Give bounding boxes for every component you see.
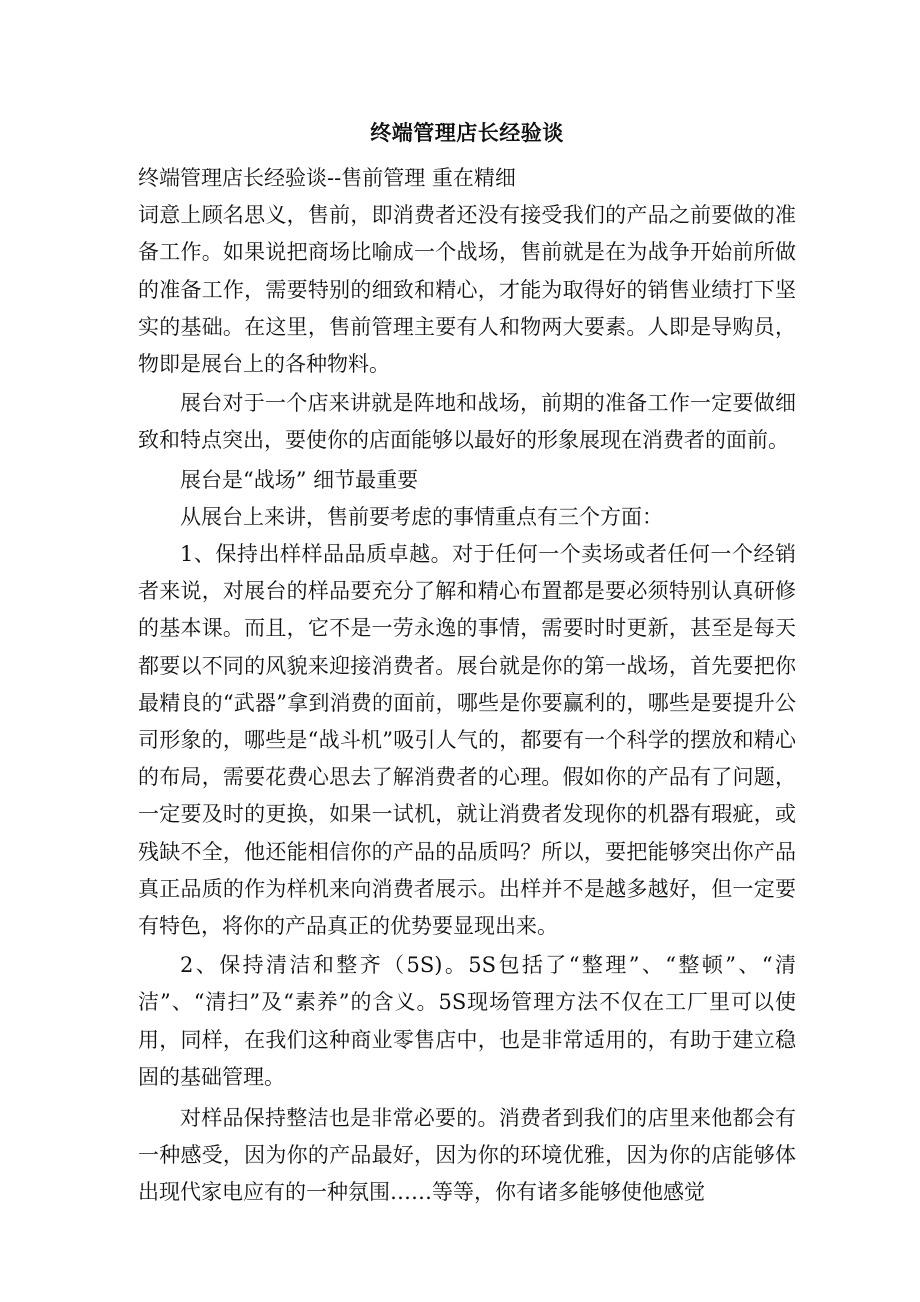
- body-paragraph: 展台对于一个店来讲就是阵地和战场，前期的准备工作一定要做细致和特点突出，要使你的店面能够以最好的形象展现在消费者的面前。: [138, 391, 796, 453]
- list-item-paragraph: 1、保持出样样品品质卓越。对于任何一个卖场或者任何一个经销者来说，对展台的样品要充分了解和精心布置都是要必须特别认真研修的基本课。而且，它不是一劳永逸的事情，需要时时更新，甚至是每天都要以不同的风貌来迎接消费者。展台就是你的第一战场，首先要把你最精良的“武器”拿到消费的面前，哪些是你要赢利的，哪些是要提升公司形象的，哪些是“战斗机”吸引人气的，都要有一个科学的摆放和精心的布局，需要花费心思去了解消费者的心理。假如你的产品有了问题，一定要及时的更换，如果一试机，就让消费者发现你的机器有瑕疵，或残缺不全，他还能相信你的产品的品质吗？所以，要把能够突出你产品真正品质的作为样机来向消费者展示。出样并不是越多越好，但一定要有特色，将你的产品真正的优势要显现出来。: [138, 542, 796, 939]
- body-paragraph: 从展台上来讲，售前要考虑的事情重点有三个方面：: [180, 504, 663, 529]
- list-item-paragraph: 2、保持清洁和整齐（5S)。5S包括了“整理”、“整顿”、“清洁”、“清扫”及“素养”的含义。5S现场管理方法不仅在工厂里可以使用，同样，在我们这种商业零售店中，也是非常适用的，有助于建立稳固的基础管理。: [138, 953, 796, 1089]
- subtitle-paragraph: 终端管理店长经验谈--售前管理 重在精细: [138, 166, 516, 190]
- body-paragraph: 对样品保持整洁也是非常必要的。消费者到我们的店里来他都会有一种感受，因为你的产品最好，因为你的环境优雅，因为你的店能够体出现代家电应有的一种氛围……等等，你有诸多能够使他感觉: [138, 1106, 796, 1205]
- document-page: [138, 118, 796, 1212]
- section-heading: 展台是“战场” 细节最重要: [180, 467, 419, 492]
- body-paragraph: 词意上顾名思义，售前，即消费者还没有接受我们的产品之前要做的准备工作。如果说把商场比喻成一个战场，售前就是在为战争开始前所做的准备工作，需要特别的细致和精心，才能为取得好的销售业绩打下坚实的基础。在这里，售前管理主要有人和物两大要素。人即是导购员，物即是展台上的各种物料。: [138, 203, 796, 377]
- document-title: 终端管理店长经验谈: [370, 120, 564, 145]
